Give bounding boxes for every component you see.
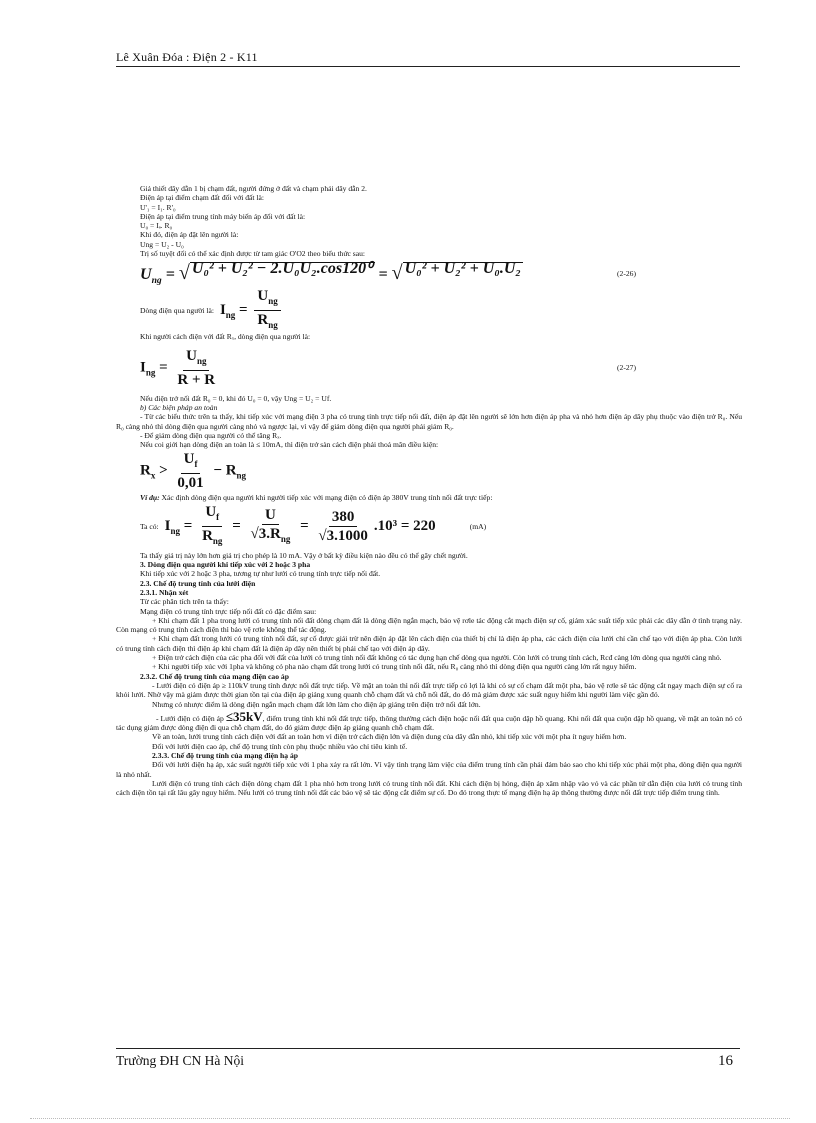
text-line: Mạng điện có trung tính trực tiếp nối đất có đặc điểm sau:	[140, 606, 317, 616]
text-line: Nếu điện trở nối đất R₀ = 0, khi đó U₀ = 0, vậy Ung = U₂ = Uf.	[140, 393, 332, 403]
footer-rule	[116, 1048, 740, 1049]
formula-2-26	[116, 258, 742, 288]
section-heading: 3. Dòng điện qua người khi tiếp xúc với 2 hoặc 3 pha	[140, 560, 311, 570]
text-line: Ung = U₂ - U₀	[140, 239, 184, 249]
header-rule	[116, 66, 740, 67]
paragraph: + Khi người tiếp xúc với 1pha và không có pha nào chạm đất trong lưới có trung tính nối đất, nếu R₀ càng nhỏ thì dòng điện qua người càng lớn rất nguy hiểm.	[152, 662, 637, 672]
paragraph: Đối với lưới điện hạ áp, xác suất người tiếp xúc với 1 pha xảy ra rất lớn. Vì vậy tình trạng làm việc của điểm trung tính cần phải đảm bảo sao cho khi tiếp xúc phải một pha, dòng điện qua người là nhỏ nhất.	[116, 760, 742, 779]
formula-body: $I_{ng}$ = $\frac{U_{ng}}{R + R}$	[140, 347, 216, 388]
paragraph: + Khi chạm đất trong lưới có trung tính nối đất, sự cố được giải trừ nên điện áp đặt lên cách điện của thiết bị chỉ là điện áp pha, các cách điện của lưới chỉ cần chế tạo với điện áp pha. Còn lưới có trung tính cách điện thì điện áp khi chạm đất là điện áp dây nên thiết bị phải chế tạo với điện áp dây.	[116, 634, 742, 653]
paragraph: - Lưới điện có điện áp ≤35kV, điểm trung tính khi nối đất trực tiếp, thông thường cách điện hoặc nối đất qua cuộn dập hồ quang. Khi nối đất qua cuộn dập hồ quang, về mặt an toàn nó có tác dụng giảm được dòng điện đi qua chỗ chạm đất, do đó giảm được điện áp giáng quanh chỗ chạm đất.	[116, 708, 742, 733]
paragraph: + Điện trở cách điện của các pha đối với đất của lưới có trung tính nối đất không có tác dụng hạn chế dòng qua người. Còn lưới có trung tính cách, Rcđ càng lớn dòng qua người càng nhỏ.	[152, 653, 722, 663]
text-line: Dòng điện qua người là:	[140, 305, 214, 315]
formula-body: $I_{ng}$ = $\frac{U_f}{R_{ng}}$ = $\frac{U}{√3.R_{ng}}$ = $\frac{380}{√3.1000}$ .10³ = 220	[164, 504, 436, 547]
unit-label: (mA)	[469, 522, 487, 532]
document-body	[116, 184, 742, 797]
text-line: Khi tiếp xúc với 2 hoặc 3 pha, tương tự như lưới có trung tính trực tiếp nối đất.	[140, 569, 381, 579]
text-line: Điện áp tại điểm chạm đất đối với đất là:	[140, 193, 265, 203]
text-line: Khi đó, điện áp đặt lên người là:	[140, 230, 239, 240]
formula-rx	[116, 449, 742, 493]
section-heading: 2.3.3. Chế độ trung tính của mạng điện hạ áp	[152, 750, 298, 760]
text-line: Giả thiết dây dẫn 1 bị chạm đất, người đứng ở đất và chạm phải dây dẫn 2.	[140, 184, 367, 193]
paragraph: Về an toàn, lưới trung tính cách điện với đất an toàn hơn vì điện trở cách điện lớn và điện dung của dây dẫn nhỏ, khi tiếp xúc với một pha ít nguy hiểm hơn.	[152, 732, 627, 742]
text-line: Ta thấy giá trị này lớn hơn giá trị cho phép là 10 mA. Vậy ở bất kỳ điều kiện nào đều có thể gây chết người.	[140, 550, 468, 560]
page-header: Lê Xuân Đóa : Điện 2 - K11	[116, 50, 258, 64]
footer-school: Trường ĐH CN Hà Nội	[116, 1053, 244, 1068]
paragraph: - Từ các biểu thức trên ta thấy, khi tiếp xúc với mạng điện 3 pha có trung tính trực tiếp nối đất, điện áp đặt lên người sẽ lớn hơn điện áp pha và nhỏ hơn điện áp dây phụ thuộc vào điện trở R₀. Nếu R₀ càng nhỏ thì dòng điện qua người càng nhỏ và ngược lại, vì vậy để giảm dòng điện qua người phải giảm R₀.	[116, 412, 742, 431]
formula-body: $R_x$ > $\frac{U_f}{0,01}$ − $R_{ng}$	[140, 451, 247, 492]
text-line: Khi người cách điện với đất Rₓ, dòng điện qua người là:	[140, 332, 311, 342]
equation-number: (2-27)	[617, 363, 636, 373]
formula-example	[116, 503, 742, 551]
text-line: - Để giảm dòng điện qua người có thể tăng Rₓ.	[140, 430, 282, 440]
paragraph: + Khi chạm đất 1 pha trong lưới có trung tính nối đất dòng chạm đất là dòng điện ngắn mạch, bảo vệ rơle tác động cắt mạch điện sự cố, giảm xác suất tiếp xúc phải các dây dẫn ở tình trạng này. Còn mạng có trung tính cách điện thì bảo vệ rơle không thể tác động.	[116, 615, 742, 635]
page-number: 16	[718, 1053, 733, 1069]
formula-body: $U_{ng}$ = √ U₀² + U₂² − 2.U₀U₂.cos120⁰ = √ U₀² + U₂² + U₀.U₂	[140, 259, 521, 286]
section-heading: 2.3. Chế độ trung tính của lưới điện	[140, 578, 256, 588]
equation-number: (2-26)	[617, 268, 636, 278]
text-line: U'₁ = I₁. R'₀	[140, 202, 176, 212]
text-line: U₀ = Iₔ. R₀	[140, 221, 173, 231]
paragraph: - Lưới điện có điện áp ≥ 110kV trung tính được nối đất trực tiếp. Về mặt an toàn thì nối đất trực tiếp có lợi là khi có sự cố chạm đất một pha, bảo vệ rơle sẽ tác động cắt ngay mạch điện sự cố ra khỏi lưới. Nhờ vậy mà giảm được thời gian tồn tại của điện áp giáng xung quanh chỗ chạm đất và chỗ nối đất, do đó mà giảm được xác suất nguy hiểm khi người làm việc gần đó.	[116, 680, 742, 700]
text-line: Đối với lưới điện cao áp, chế độ trung tính còn phụ thuộc nhiều vào chỉ tiêu kinh tế.	[152, 741, 408, 751]
text-line: Ta có:	[140, 522, 159, 532]
formula-current	[116, 288, 742, 332]
formula-body: $I_{ng}$ = $\frac{U_{ng}}{R_{ng}}$	[220, 287, 284, 334]
section-heading: b) Các biện pháp an toàn	[140, 402, 218, 412]
text-line: Nhưng có nhược điểm là dòng điện ngắn mạch chạm đất lớn làm cho điện áp giáng trên điện trở nối đất lớn.	[152, 699, 481, 709]
text-line: Trị số tuyệt đối có thể xác định được từ tam giác O'O2 theo biểu thức sau:	[140, 249, 365, 259]
section-heading: 2.3.1. Nhận xét	[140, 587, 189, 597]
section-heading: 2.3.2. Chế độ trung tính của mạng điện cao áp	[140, 671, 289, 681]
text-line: Điện áp tại điểm trung tính máy biến áp đối với đất là:	[140, 211, 306, 221]
page-edge	[30, 1118, 790, 1119]
text-line: Nếu coi giới hạn dòng điện an toàn là ≤ 10mA, thì điện trở sàn cách điện phải thoả mãn điều kiện:	[140, 440, 439, 450]
text-line: Từ các phân tích trên ta thấy:	[140, 597, 229, 607]
formula-2-27	[116, 342, 742, 394]
text-line: Ví dụ: Xác định dòng điện qua người khi người tiếp xúc với mạng điện có điện áp 380V trung tính nối đất trực tiếp:	[140, 493, 493, 503]
paragraph: Lưới điện có trung tính cách điện dòng chạm đất 1 pha nhỏ hơn trong lưới có trung tính nối đất. Khi cách điện bị hỏng, điện áp xâm nhập vào vỏ và các phần tử dẫn điện của lưới có trung tính cách điện tồn tại rất lâu gây nguy hiểm. Nếu lưới có trung tính nối đất các bảo vệ sẽ tác động cắt điểm sự cố. Do đó trong thực tế mạng điện hạ áp thông thường được nối đất trực tiếp điểm trung tính.	[116, 778, 742, 798]
